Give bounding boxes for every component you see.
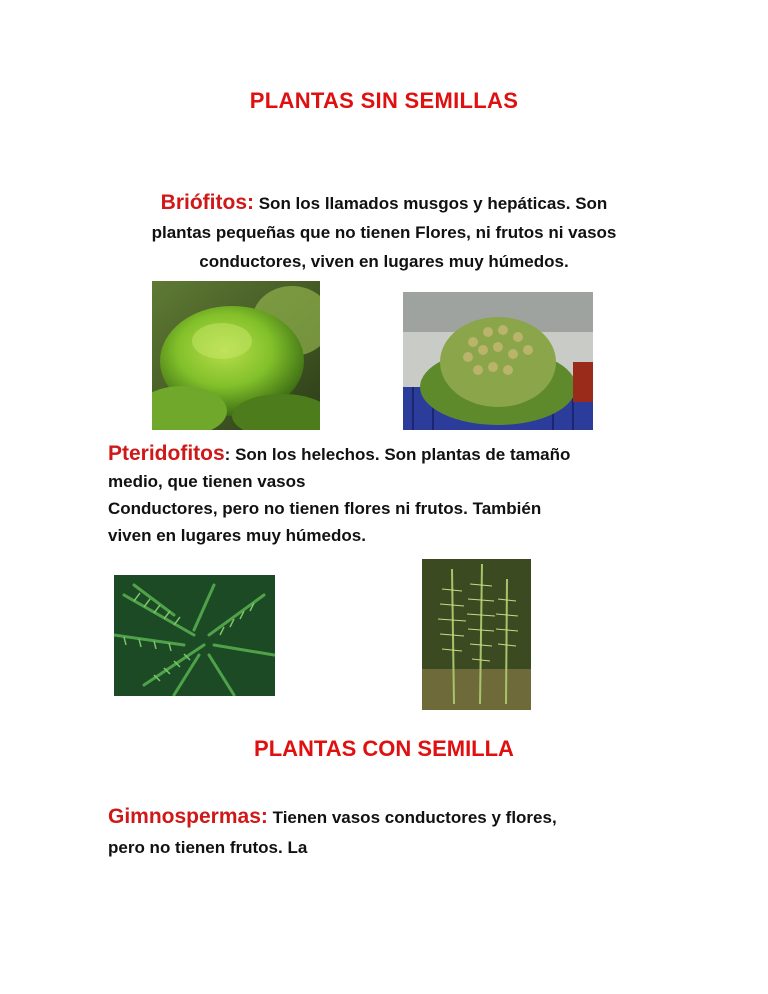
gimnospermas-line-2: pero no tienen frutos. La	[108, 838, 308, 857]
pteridofitos-term: Pteridofitos	[108, 442, 225, 465]
moss-photo	[152, 281, 320, 430]
briofitos-line-1: Son los llamados musgos y hepáticas. Son	[254, 194, 608, 213]
briofitos-line-2: plantas pequeñas que no tienen Flores, ni frutos ni vasos	[151, 223, 617, 242]
pteridofitos-colon: :	[224, 445, 231, 464]
gimnospermas-paragraph	[108, 802, 668, 863]
section-heading-plantas-con-semilla: PLANTAS CON SEMILLA	[254, 736, 514, 761]
briofitos-line-3: conductores, viven en lugares muy húmedos.	[199, 252, 569, 271]
briofitos-term: Briófitos:	[160, 191, 254, 214]
liverwort-photo	[403, 292, 593, 430]
pteridofitos-line-2: medio, que tienen vasos	[108, 472, 306, 491]
gimnospermas-term: Gimnospermas:	[108, 805, 268, 828]
gimnospermas-line-1: Tienen vasos conductores y flores,	[267, 808, 557, 827]
pteridofitos-line-3: Conductores, pero no tienen flores ni frutos. También	[108, 499, 542, 518]
briofitos-paragraph	[100, 188, 668, 276]
pteridofitos-line-1: Son los helechos. Son plantas de tamaño	[230, 445, 571, 464]
page-title: PLANTAS SIN SEMILLAS	[249, 88, 519, 113]
pteridofitos-line-4: viven en lugares muy húmedos.	[108, 526, 366, 545]
horsetail-photo	[422, 559, 531, 710]
pteridofitos-paragraph	[108, 440, 668, 549]
fern-photo	[114, 575, 275, 696]
